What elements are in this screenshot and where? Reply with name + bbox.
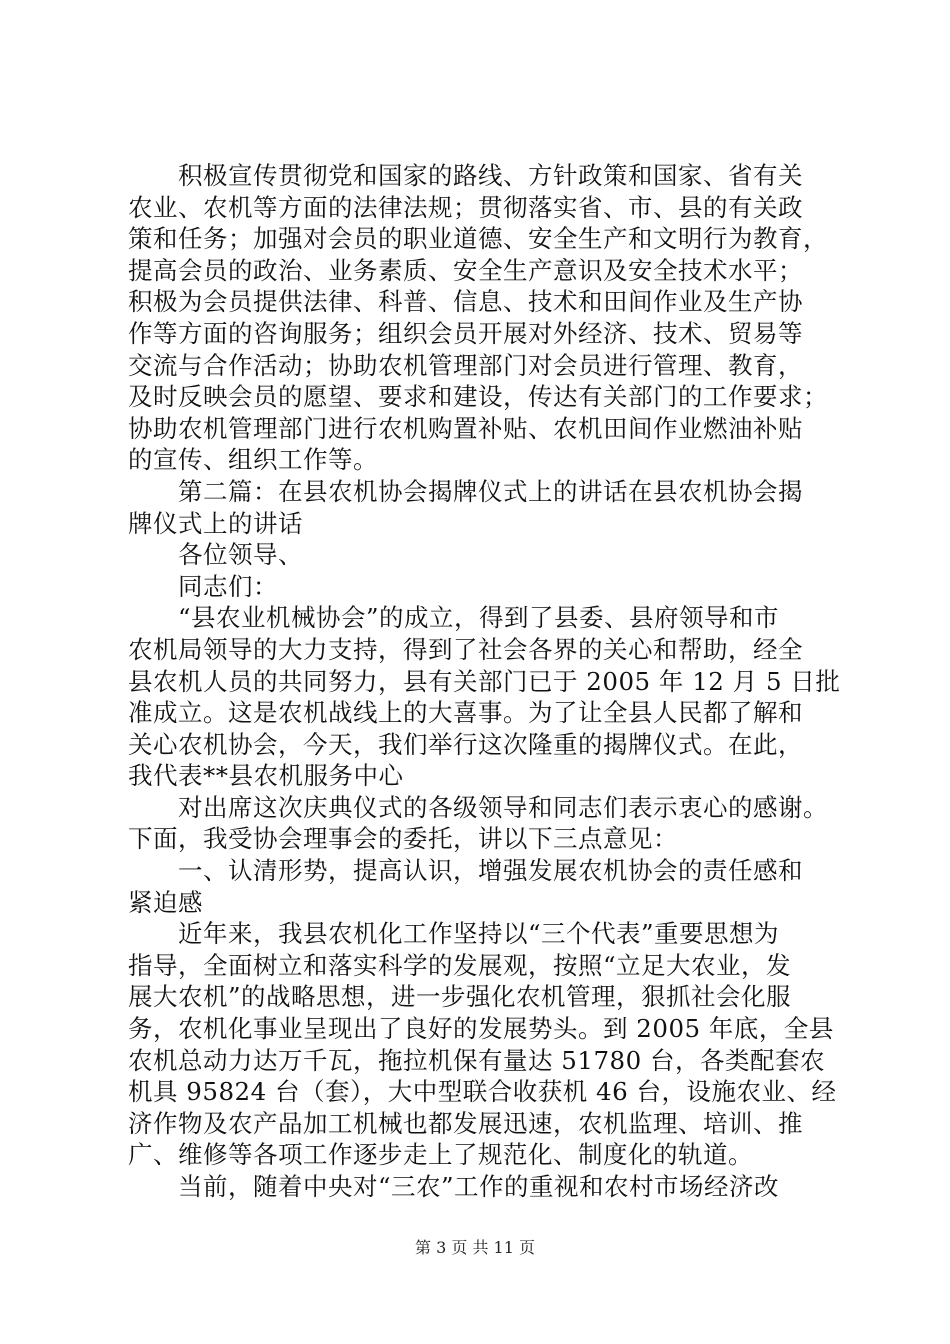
text-line: 近年来，我县农机化工作坚持以“三个代表”重要思想为 [178,919,780,949]
text-line: 紧迫感 [128,887,203,917]
text-line: 策和任务；加强对会员的职业道德、安全生产和文明行为教育， [128,224,828,254]
text-line: 牌仪式上的讲话 [128,508,303,538]
text-line: 积极宣传贯彻党和国家的路线、方针政策和国家、省有关 [178,161,803,190]
text-line: 机具 95824 台（套），大中型联合收获机 46 台，设施农业、经 [128,1077,837,1107]
text-line: 农业、农机等方面的法律法规；贯彻落实省、市、县的有关政 [128,192,803,222]
text-line: 展大农机”的战略思想，进一步强化农机管理，狠抓社会化服 [128,982,792,1012]
page-footer: 第 3 页 共 11 页 [415,1238,535,1257]
text-line: 第二篇：在县农机协会揭牌仪式上的讲话在县农机协会揭 [178,476,803,506]
text-line: 的宣传、组织工作等。 [128,445,378,475]
text-line: 当前，随着中央对“三农”工作的重视和农村市场经济改 [178,1172,780,1201]
text-line: 提高会员的政治、业务素质、安全生产意识及安全技术水平； [128,255,803,285]
text-line: 务，农机化事业呈现出了良好的发展势头。到 2005 年底，全县 [128,1014,834,1044]
text-line: 积极为会员提供法律、科普、信息、技术和田间作业及生产协 [128,287,803,317]
text-line: 各位领导、 [178,540,303,570]
text-line: 准成立。这是农机战线上的大喜事。为了让全县人民都了解和 [128,698,803,728]
text-line: 农机局领导的大力支持，得到了社会各界的关心和帮助，经全 [128,634,803,664]
text-line: 同志们： [178,571,278,601]
text-line: 我代表**县农机服务中心 [128,761,404,791]
text-line: 作等方面的咨询服务；组织会员开展对外经济、技术、贸易等 [128,318,803,348]
text-line: “县农业机械协会”的成立，得到了县委、县府领导和市 [178,603,780,633]
text-line: 交流与合作活动；协助农机管理部门对会员进行管理、教育， [128,350,803,380]
text-line: 协助农机管理部门进行农机购置补贴、农机田间作业燃油补贴 [128,413,803,443]
text-line: 下面，我受协会理事会的委托，讲以下三点意见： [128,824,678,854]
text-line: 农机总动力达万千瓦，拖拉机保有量达 51780 台，各类配套农 [128,1045,826,1075]
text-line: 一、认清形势，提高认识，增强发展农机协会的责任感和 [178,856,803,886]
text-line: 济作物及农产品加工机械也都发展迅速，农机监理、培训、推 [128,1108,803,1138]
text-line: 指导，全面树立和落实科学的发展观，按照“立足大农业，发 [128,950,792,980]
text-line: 对出席这次庆典仪式的各级领导和同志们表示衷心的感谢。 [178,792,828,822]
text-line: 县农机人员的共同努力，县有关部门已于 2005 年 12 月 5 日批 [128,666,841,696]
text-line: 及时反映会员的愿望、要求和建设，传达有关部门的工作要求； [128,382,828,412]
text-line: 关心农机协会，今天，我们举行这次隆重的揭牌仪式。在此， [128,729,803,759]
text-line: 广、维修等各项工作逐步走上了规范化、制度化的轨道。 [128,1140,753,1170]
document-body [128,160,840,1203]
